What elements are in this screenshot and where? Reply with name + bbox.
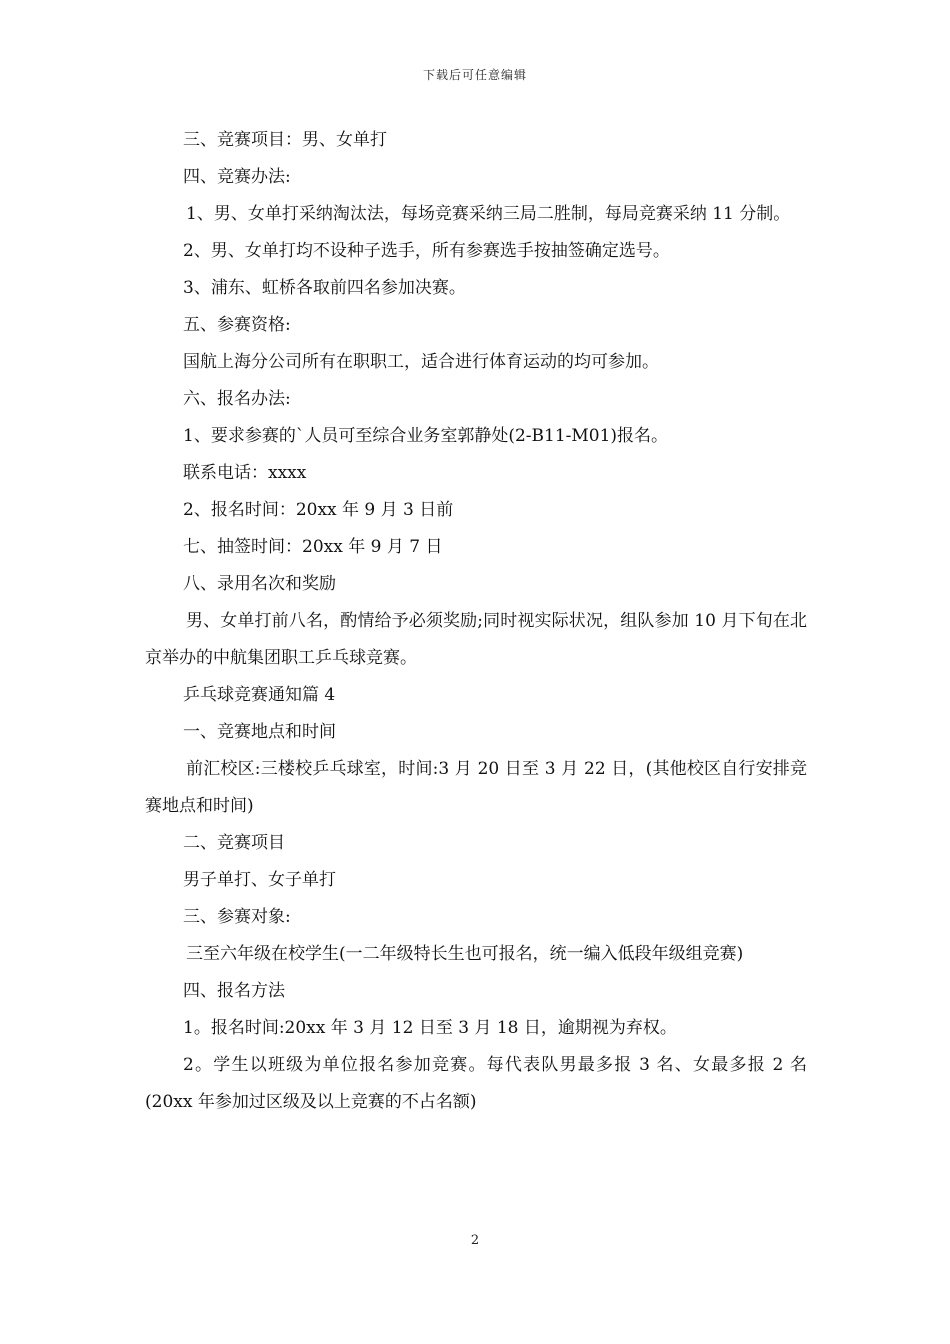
paragraph: 三、参赛对象: bbox=[183, 907, 291, 927]
paragraph: 3、浦东、虹桥各取前四名参加决赛。 bbox=[183, 278, 466, 298]
paragraph: 八、录用名次和奖励 bbox=[183, 574, 336, 594]
paragraph: 四、竞赛办法: bbox=[183, 167, 291, 187]
paragraph: 四、报名方法 bbox=[183, 981, 285, 1001]
paragraph: 三、竞赛项目：男、女单打 bbox=[183, 130, 387, 150]
paragraph: 2。学生以班级为单位报名参加竞赛。每代表队男最多报 3 名、女最多报 2 名(20xx 年参加过区级及以上竞赛的不占名额) bbox=[145, 1055, 807, 1112]
paragraph: 七、抽签时间：20xx 年 9 月 7 日 bbox=[183, 537, 443, 557]
paragraph: 1、男、女单打采纳淘汰法，每场竞赛采纳三局二胜制，每局竞赛采纳 11 分制。 bbox=[186, 204, 791, 224]
paragraph: 六、报名办法: bbox=[183, 389, 291, 409]
paragraph: 联系电话：xxxx bbox=[183, 463, 307, 483]
paragraph: 一、竞赛地点和时间 bbox=[183, 722, 336, 742]
page-header: 下载后可任意编辑 bbox=[422, 68, 527, 82]
paragraph: 二、竞赛项目 bbox=[183, 833, 285, 853]
paragraph: 1、要求参赛的`人员可至综合业务室郭静处(2-B11-M01)报名。 bbox=[183, 426, 669, 446]
paragraph: 男、女单打前八名，酌情给予必须奖励;同时视实际状况，组队参加 10 月下旬在北京举办的中航集团职工乒乓球竞赛。 bbox=[145, 611, 807, 668]
paragraph: 男子单打、女子单打 bbox=[183, 870, 336, 890]
paragraph: 1。报名时间:20xx 年 3 月 12 日至 3 月 18 日，逾期视为弃权。 bbox=[183, 1018, 677, 1038]
document-body bbox=[145, 122, 807, 1121]
paragraph: 五、参赛资格: bbox=[183, 315, 291, 335]
paragraph: 国航上海分公司所有在职职工，适合进行体育运动的均可参加。 bbox=[183, 352, 659, 372]
paragraph: 前汇校区:三楼校乒乓球室，时间:3 月 20 日至 3 月 22 日，(其他校区自行安排竞赛地点和时间) bbox=[145, 759, 807, 816]
page-number: 2 bbox=[470, 1233, 480, 1248]
section-title: 乒乓球竞赛通知篇 4 bbox=[183, 685, 336, 705]
paragraph: 三至六年级在校学生(一二年级特长生也可报名，统一编入低段年级组竞赛) bbox=[186, 944, 744, 964]
paragraph: 2、报名时间：20xx 年 9 月 3 日前 bbox=[183, 500, 454, 520]
paragraph: 2、男、女单打均不设种子选手，所有参赛选手按抽签确定选号。 bbox=[183, 241, 670, 261]
